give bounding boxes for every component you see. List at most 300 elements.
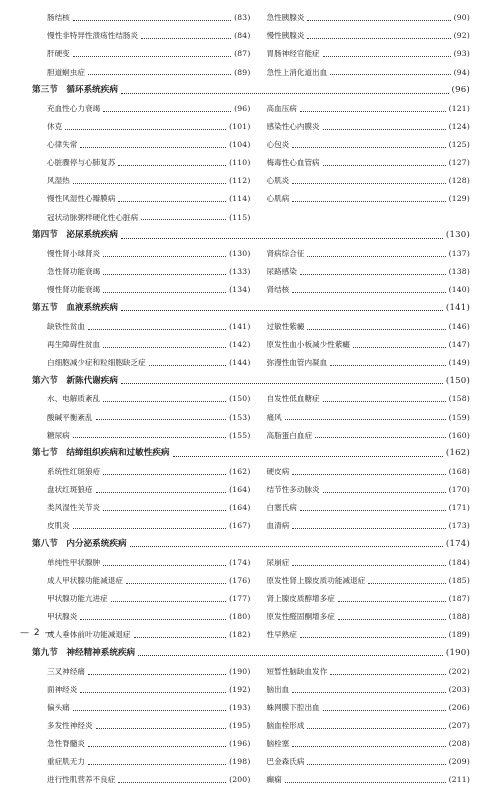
entry-title: 进行性肌营养不良症 xyxy=(47,775,116,785)
toc-entry-row xyxy=(32,681,470,699)
entry-page-number: (171) xyxy=(448,503,470,513)
entry-title: 急性胰腺炎 xyxy=(266,13,305,23)
dot-leader xyxy=(73,436,226,438)
toc-entry-row xyxy=(32,154,470,172)
toc-entry xyxy=(47,268,251,276)
toc-column-left xyxy=(32,704,265,712)
dot-leader xyxy=(103,291,226,293)
toc-column-right xyxy=(265,776,471,784)
dot-leader xyxy=(73,55,231,57)
entry-page-number: (142) xyxy=(229,339,251,349)
entry-title: 心律失常 xyxy=(47,140,78,150)
toc-entry xyxy=(267,268,471,276)
entry-page-number: (180) xyxy=(229,612,251,622)
entry-title: 胃肠神经官能症 xyxy=(266,49,320,59)
toc-entry-row xyxy=(32,699,470,717)
entry-title: 甲状腺炎 xyxy=(47,612,78,622)
entry-page-number: (128) xyxy=(448,176,470,186)
toc-entry-row xyxy=(32,118,470,136)
entry-page-number: (193) xyxy=(229,702,251,712)
toc-entry xyxy=(267,522,471,530)
entry-page-number: (134) xyxy=(229,285,251,295)
toc-entry xyxy=(47,722,251,730)
toc-entry xyxy=(267,50,471,58)
entry-page-number: (164) xyxy=(229,485,251,495)
toc-column-left xyxy=(32,50,265,58)
dot-leader xyxy=(323,491,446,493)
toc-section-heading xyxy=(32,644,470,662)
toc-column-left xyxy=(32,359,265,367)
toc-entry xyxy=(267,613,471,621)
toc-column-right xyxy=(265,468,471,476)
entry-page-number: (84) xyxy=(234,31,251,41)
toc-column-right xyxy=(265,195,471,203)
toc-section-heading xyxy=(32,372,470,390)
page-number-footer: — 2 — xyxy=(20,628,55,638)
entry-title: 高血压病 xyxy=(266,104,297,114)
entry-page-number: (147) xyxy=(448,339,470,349)
toc-column-left xyxy=(32,613,265,621)
entry-title: 短暂性脑缺血发作 xyxy=(266,666,328,676)
toc-entry xyxy=(47,323,251,331)
toc-column-right xyxy=(265,414,471,422)
toc-entry xyxy=(47,595,251,603)
dot-leader xyxy=(292,527,445,529)
toc-entry xyxy=(267,414,471,422)
dot-leader xyxy=(88,73,231,75)
dot-leader xyxy=(96,491,227,493)
entry-page-number: (162) xyxy=(229,467,251,477)
entry-page-number: (164) xyxy=(229,503,251,513)
toc-entry xyxy=(47,250,251,258)
dot-leader xyxy=(103,564,226,566)
dot-leader xyxy=(103,346,226,348)
toc-column-left xyxy=(32,522,265,530)
toc-entry xyxy=(267,776,471,784)
entry-title: 缺铁性贫血 xyxy=(47,321,85,331)
entry-title: 原发性醛固酮增多症 xyxy=(266,612,335,622)
toc-entry xyxy=(267,722,471,730)
entry-title: 硬皮病 xyxy=(266,467,290,477)
toc-column-left xyxy=(32,214,265,222)
dot-leader xyxy=(323,400,446,402)
dot-leader xyxy=(121,92,449,94)
entry-page-number: (202) xyxy=(448,666,470,676)
toc-column-right xyxy=(265,250,471,258)
dot-leader xyxy=(307,727,445,729)
dot-leader xyxy=(338,600,446,602)
toc-entry xyxy=(267,123,471,131)
toc-entry xyxy=(47,522,251,530)
dot-leader xyxy=(88,673,226,675)
section-title: 第五节 血液系统疾病 xyxy=(32,302,118,313)
toc-section-heading xyxy=(32,535,470,553)
toc-entry-row xyxy=(32,9,470,27)
dot-leader xyxy=(80,691,226,693)
section-title: 第七节 结缔组织疾病和过敏性疾病 xyxy=(32,448,170,459)
dot-leader xyxy=(103,255,226,257)
toc-column-right xyxy=(265,631,471,639)
entry-title: 重症肌无力 xyxy=(47,757,85,767)
dot-leader xyxy=(323,709,446,711)
dot-leader xyxy=(292,564,445,566)
entry-title: 偏头痛 xyxy=(47,702,70,712)
toc-column-right xyxy=(265,141,471,149)
toc-entry xyxy=(267,740,471,748)
entry-title: 白塞氏病 xyxy=(266,503,297,513)
entry-page-number: (203) xyxy=(448,684,470,694)
toc-entry xyxy=(267,359,471,367)
entry-title: 脑出血 xyxy=(266,684,290,694)
entry-title: 原发性肾上腺皮质功能减退症 xyxy=(266,575,366,585)
toc-entry xyxy=(267,250,471,258)
entry-title: 肾结核 xyxy=(266,285,290,295)
toc-entry-row xyxy=(32,27,470,45)
entry-title: 肾上腺皮质醇增多症 xyxy=(266,594,335,604)
toc-entry xyxy=(47,504,251,512)
entry-page-number: (130) xyxy=(229,249,251,259)
toc-entry-row xyxy=(32,735,470,753)
toc-column-left xyxy=(32,69,265,77)
toc-entry-row xyxy=(32,572,470,590)
entry-page-number: (93) xyxy=(453,49,470,59)
dot-leader xyxy=(285,781,446,783)
toc-entry xyxy=(267,758,471,766)
entry-title: 甲状腺功能亢进症 xyxy=(47,594,108,604)
entry-page-number: (149) xyxy=(448,357,470,367)
entry-title: 巴金森氏病 xyxy=(266,757,305,767)
toc-column-right xyxy=(265,504,471,512)
dot-leader xyxy=(323,164,446,166)
dot-leader xyxy=(149,364,226,366)
entry-title: 结节性多动脉炎 xyxy=(266,485,320,495)
toc-entry xyxy=(267,486,471,494)
dot-leader xyxy=(111,600,226,602)
entry-page-number: (112) xyxy=(229,176,251,186)
dot-leader xyxy=(307,19,450,21)
toc-entry xyxy=(47,758,251,766)
dot-leader xyxy=(292,291,445,293)
entry-page-number: (177) xyxy=(229,594,251,604)
entry-title: 盘状红斑狼疮 xyxy=(47,485,93,495)
dot-leader xyxy=(285,418,446,420)
entry-title: 多发性神经炎 xyxy=(47,720,93,730)
toc-column-left xyxy=(32,668,265,676)
toc-column-right xyxy=(265,341,471,349)
entry-title: 急性脊髓炎 xyxy=(47,739,85,749)
toc-entry-row xyxy=(32,317,470,335)
entry-title: 单纯性甲状腺肿 xyxy=(47,557,101,567)
entry-page-number: (96) xyxy=(234,104,251,114)
section-title: 第四节 泌尿系统疾病 xyxy=(32,230,118,241)
entry-title: 急性上消化道出血 xyxy=(266,67,328,77)
toc-entry xyxy=(47,559,251,567)
dot-leader xyxy=(323,55,451,57)
toc-entry xyxy=(47,341,251,349)
dot-leader xyxy=(300,636,446,638)
toc-entry xyxy=(47,177,251,185)
toc-entry-row xyxy=(32,208,470,226)
dot-leader xyxy=(118,200,226,202)
toc-entry xyxy=(267,559,471,567)
entry-title: 血清病 xyxy=(266,521,290,531)
dot-leader xyxy=(130,545,443,547)
toc-column-right xyxy=(265,105,471,113)
entry-title: 类风湿性关节炎 xyxy=(47,503,101,513)
entry-page-number: (90) xyxy=(453,13,470,23)
toc-column-right xyxy=(265,14,471,22)
toc-entry xyxy=(47,214,251,222)
entry-page-number: (146) xyxy=(448,321,470,331)
dot-leader xyxy=(315,436,446,438)
toc-entry xyxy=(267,504,471,512)
entry-page-number: (173) xyxy=(448,521,470,531)
toc-column-left xyxy=(32,577,265,585)
entry-title: 感染性心内膜炎 xyxy=(266,122,320,132)
entry-title: 梅毒性心血管病 xyxy=(266,158,320,168)
toc-entry xyxy=(267,595,471,603)
toc-section-heading xyxy=(32,81,470,99)
toc-section-heading xyxy=(32,299,470,317)
dot-leader xyxy=(141,218,226,220)
entry-page-number: (89) xyxy=(234,67,251,77)
entry-title: 成人垂体前叶功能减退症 xyxy=(47,630,131,640)
toc-entry xyxy=(267,341,471,349)
entry-page-number: (104) xyxy=(229,140,251,150)
toc-entry xyxy=(267,468,471,476)
entry-page-number: (153) xyxy=(229,412,251,422)
entry-page-number: (170) xyxy=(448,485,470,495)
toc-column-right xyxy=(265,740,471,748)
entry-title: 胆道蛔虫症 xyxy=(47,67,85,77)
entry-title: 充血性心力衰竭 xyxy=(47,104,101,114)
toc-entry xyxy=(267,286,471,294)
entry-title: 慢性胰腺炎 xyxy=(266,31,305,41)
dot-leader xyxy=(134,636,227,638)
dot-leader xyxy=(88,745,226,747)
toc-column-right xyxy=(265,559,471,567)
entry-page-number: (200) xyxy=(229,775,251,785)
toc-entry xyxy=(47,686,251,694)
dot-leader xyxy=(307,37,450,39)
toc-entry xyxy=(47,69,251,77)
entry-page-number: (115) xyxy=(229,212,251,222)
entry-page-number: (182) xyxy=(229,630,251,640)
entry-page-number: (110) xyxy=(229,158,251,168)
entry-page-number: (124) xyxy=(448,122,470,132)
entry-page-number: (121) xyxy=(448,104,470,114)
entry-title: 肾病综合征 xyxy=(266,249,305,259)
toc-section-heading xyxy=(32,226,470,244)
entry-page-number: (160) xyxy=(448,430,470,440)
dot-leader xyxy=(96,727,227,729)
section-page-number: (190) xyxy=(445,647,470,658)
entry-page-number: (174) xyxy=(229,557,251,567)
toc-entry xyxy=(267,177,471,185)
dot-leader xyxy=(300,110,446,112)
entry-page-number: (159) xyxy=(448,412,470,422)
entry-title: 风湿热 xyxy=(47,176,70,186)
toc-column-right xyxy=(265,32,471,40)
entry-title: 皮肌炎 xyxy=(47,521,70,531)
entry-title: 过敏性紫癜 xyxy=(266,321,305,331)
toc-column-right xyxy=(265,123,471,131)
toc-entry-row xyxy=(32,245,470,263)
entry-page-number: (189) xyxy=(448,630,470,640)
entry-title: 尿崩症 xyxy=(266,557,290,567)
entry-page-number: (208) xyxy=(448,739,470,749)
toc-entry xyxy=(47,613,251,621)
toc-entry-row xyxy=(32,390,470,408)
entry-title: 冠状动脉粥样硬化性心脏病 xyxy=(47,212,139,222)
toc-column-left xyxy=(32,341,265,349)
entry-page-number: (168) xyxy=(448,467,470,477)
toc-column-left xyxy=(32,177,265,185)
toc-entry xyxy=(267,105,471,113)
toc-column-right xyxy=(265,177,471,185)
toc-entry-row xyxy=(32,281,470,299)
toc-entry-row xyxy=(32,608,470,626)
toc-column-left xyxy=(32,195,265,203)
dot-leader xyxy=(138,654,443,656)
entry-title: 原发性血小板减少性紫癜 xyxy=(266,339,351,349)
toc-column-right xyxy=(265,432,471,440)
dot-leader xyxy=(338,618,446,620)
toc-column-left xyxy=(32,159,265,167)
entry-title: 性早熟症 xyxy=(266,630,297,640)
entry-page-number: (196) xyxy=(229,739,251,749)
entry-page-number: (206) xyxy=(448,702,470,712)
section-page-number: (174) xyxy=(445,539,470,550)
toc-entry xyxy=(47,577,251,585)
toc-column-left xyxy=(32,141,265,149)
dot-leader xyxy=(121,237,443,239)
entry-page-number: (185) xyxy=(448,575,470,585)
toc-entry-row xyxy=(32,662,470,680)
entry-title: 白细胞减少症和粒细胞缺乏症 xyxy=(47,357,146,367)
dot-leader xyxy=(73,709,226,711)
entry-title: 痛风 xyxy=(266,412,282,422)
entry-page-number: (176) xyxy=(229,575,251,585)
toc-entry xyxy=(47,432,251,440)
dot-leader xyxy=(118,781,226,783)
toc-entry-row xyxy=(32,753,470,771)
section-title: 第九节 神经精神系统疾病 xyxy=(32,647,136,658)
section-title: 第六节 新陈代谢疾病 xyxy=(32,375,118,386)
entry-page-number: (141) xyxy=(229,321,251,331)
entry-page-number: (127) xyxy=(448,158,470,168)
dot-leader xyxy=(300,509,446,511)
toc-entry-row xyxy=(32,499,470,517)
toc-column-right xyxy=(265,595,471,603)
dot-leader xyxy=(121,382,443,384)
dot-leader xyxy=(173,455,443,457)
section-page-number: (130) xyxy=(445,230,470,241)
dot-leader xyxy=(65,128,226,130)
toc-column-right xyxy=(265,359,471,367)
entry-page-number: (138) xyxy=(448,267,470,277)
toc-entry-row xyxy=(32,590,470,608)
dot-leader xyxy=(330,673,445,675)
toc-entry-row xyxy=(32,172,470,190)
toc-entry-row xyxy=(32,336,470,354)
dot-leader xyxy=(126,582,226,584)
toc-entry-row xyxy=(32,354,470,372)
entry-page-number: (167) xyxy=(229,521,251,531)
toc-column-left xyxy=(32,268,265,276)
entry-title: 水、电解质紊乱 xyxy=(47,394,101,404)
entry-page-number: (87) xyxy=(234,49,251,59)
entry-page-number: (83) xyxy=(234,13,251,23)
toc-entry-row xyxy=(32,190,470,208)
toc-entry xyxy=(267,14,471,22)
table-of-contents xyxy=(32,9,470,789)
toc-column-left xyxy=(32,722,265,730)
toc-column-right xyxy=(265,50,471,58)
toc-entry-row xyxy=(32,554,470,572)
toc-column-left xyxy=(32,395,265,403)
toc-entry xyxy=(47,468,251,476)
toc-section-heading xyxy=(32,444,470,462)
entry-title: 脑栓塞 xyxy=(266,739,290,749)
entry-page-number: (187) xyxy=(448,594,470,604)
entry-page-number: (137) xyxy=(448,249,470,259)
entry-title: 癫痫 xyxy=(266,775,282,785)
toc-column-right xyxy=(265,286,471,294)
entry-title: 蛛网膜下腔出血 xyxy=(266,702,320,712)
entry-title: 肝硬变 xyxy=(47,49,70,59)
toc-entry-row xyxy=(32,481,470,499)
toc-entry-row xyxy=(32,626,470,644)
toc-entry-row xyxy=(32,771,470,789)
toc-entry xyxy=(47,195,251,203)
dot-leader xyxy=(307,255,445,257)
toc-column-left xyxy=(32,504,265,512)
toc-entry-row xyxy=(32,426,470,444)
entry-title: 酸碱平衡紊乱 xyxy=(47,412,93,422)
toc-entry-row xyxy=(32,408,470,426)
dot-leader xyxy=(73,182,226,184)
toc-column-right xyxy=(265,704,471,712)
toc-column-right xyxy=(265,577,471,585)
toc-column-left xyxy=(32,123,265,131)
entry-page-number: (125) xyxy=(448,140,470,150)
toc-column-left xyxy=(32,432,265,440)
toc-column-left xyxy=(32,559,265,567)
entry-title: 慢性肾小球肾炎 xyxy=(47,249,101,259)
toc-entry xyxy=(267,69,471,77)
entry-page-number: (92) xyxy=(453,31,470,41)
toc-column-right xyxy=(265,522,471,530)
toc-column-right xyxy=(265,69,471,77)
entry-page-number: (209) xyxy=(448,757,470,767)
entry-page-number: (133) xyxy=(229,267,251,277)
entry-page-number: (195) xyxy=(229,720,251,730)
toc-column-right xyxy=(265,758,471,766)
dot-leader xyxy=(121,309,443,311)
toc-entry xyxy=(267,195,471,203)
toc-column-left xyxy=(32,32,265,40)
dot-leader xyxy=(96,418,227,420)
toc-entry xyxy=(47,631,251,639)
toc-entry xyxy=(47,32,251,40)
toc-column-left xyxy=(32,486,265,494)
toc-column-left xyxy=(32,414,265,422)
toc-entry-row xyxy=(32,463,470,481)
dot-leader xyxy=(80,618,226,620)
toc-entry xyxy=(267,395,471,403)
entry-page-number: (101) xyxy=(229,122,251,132)
